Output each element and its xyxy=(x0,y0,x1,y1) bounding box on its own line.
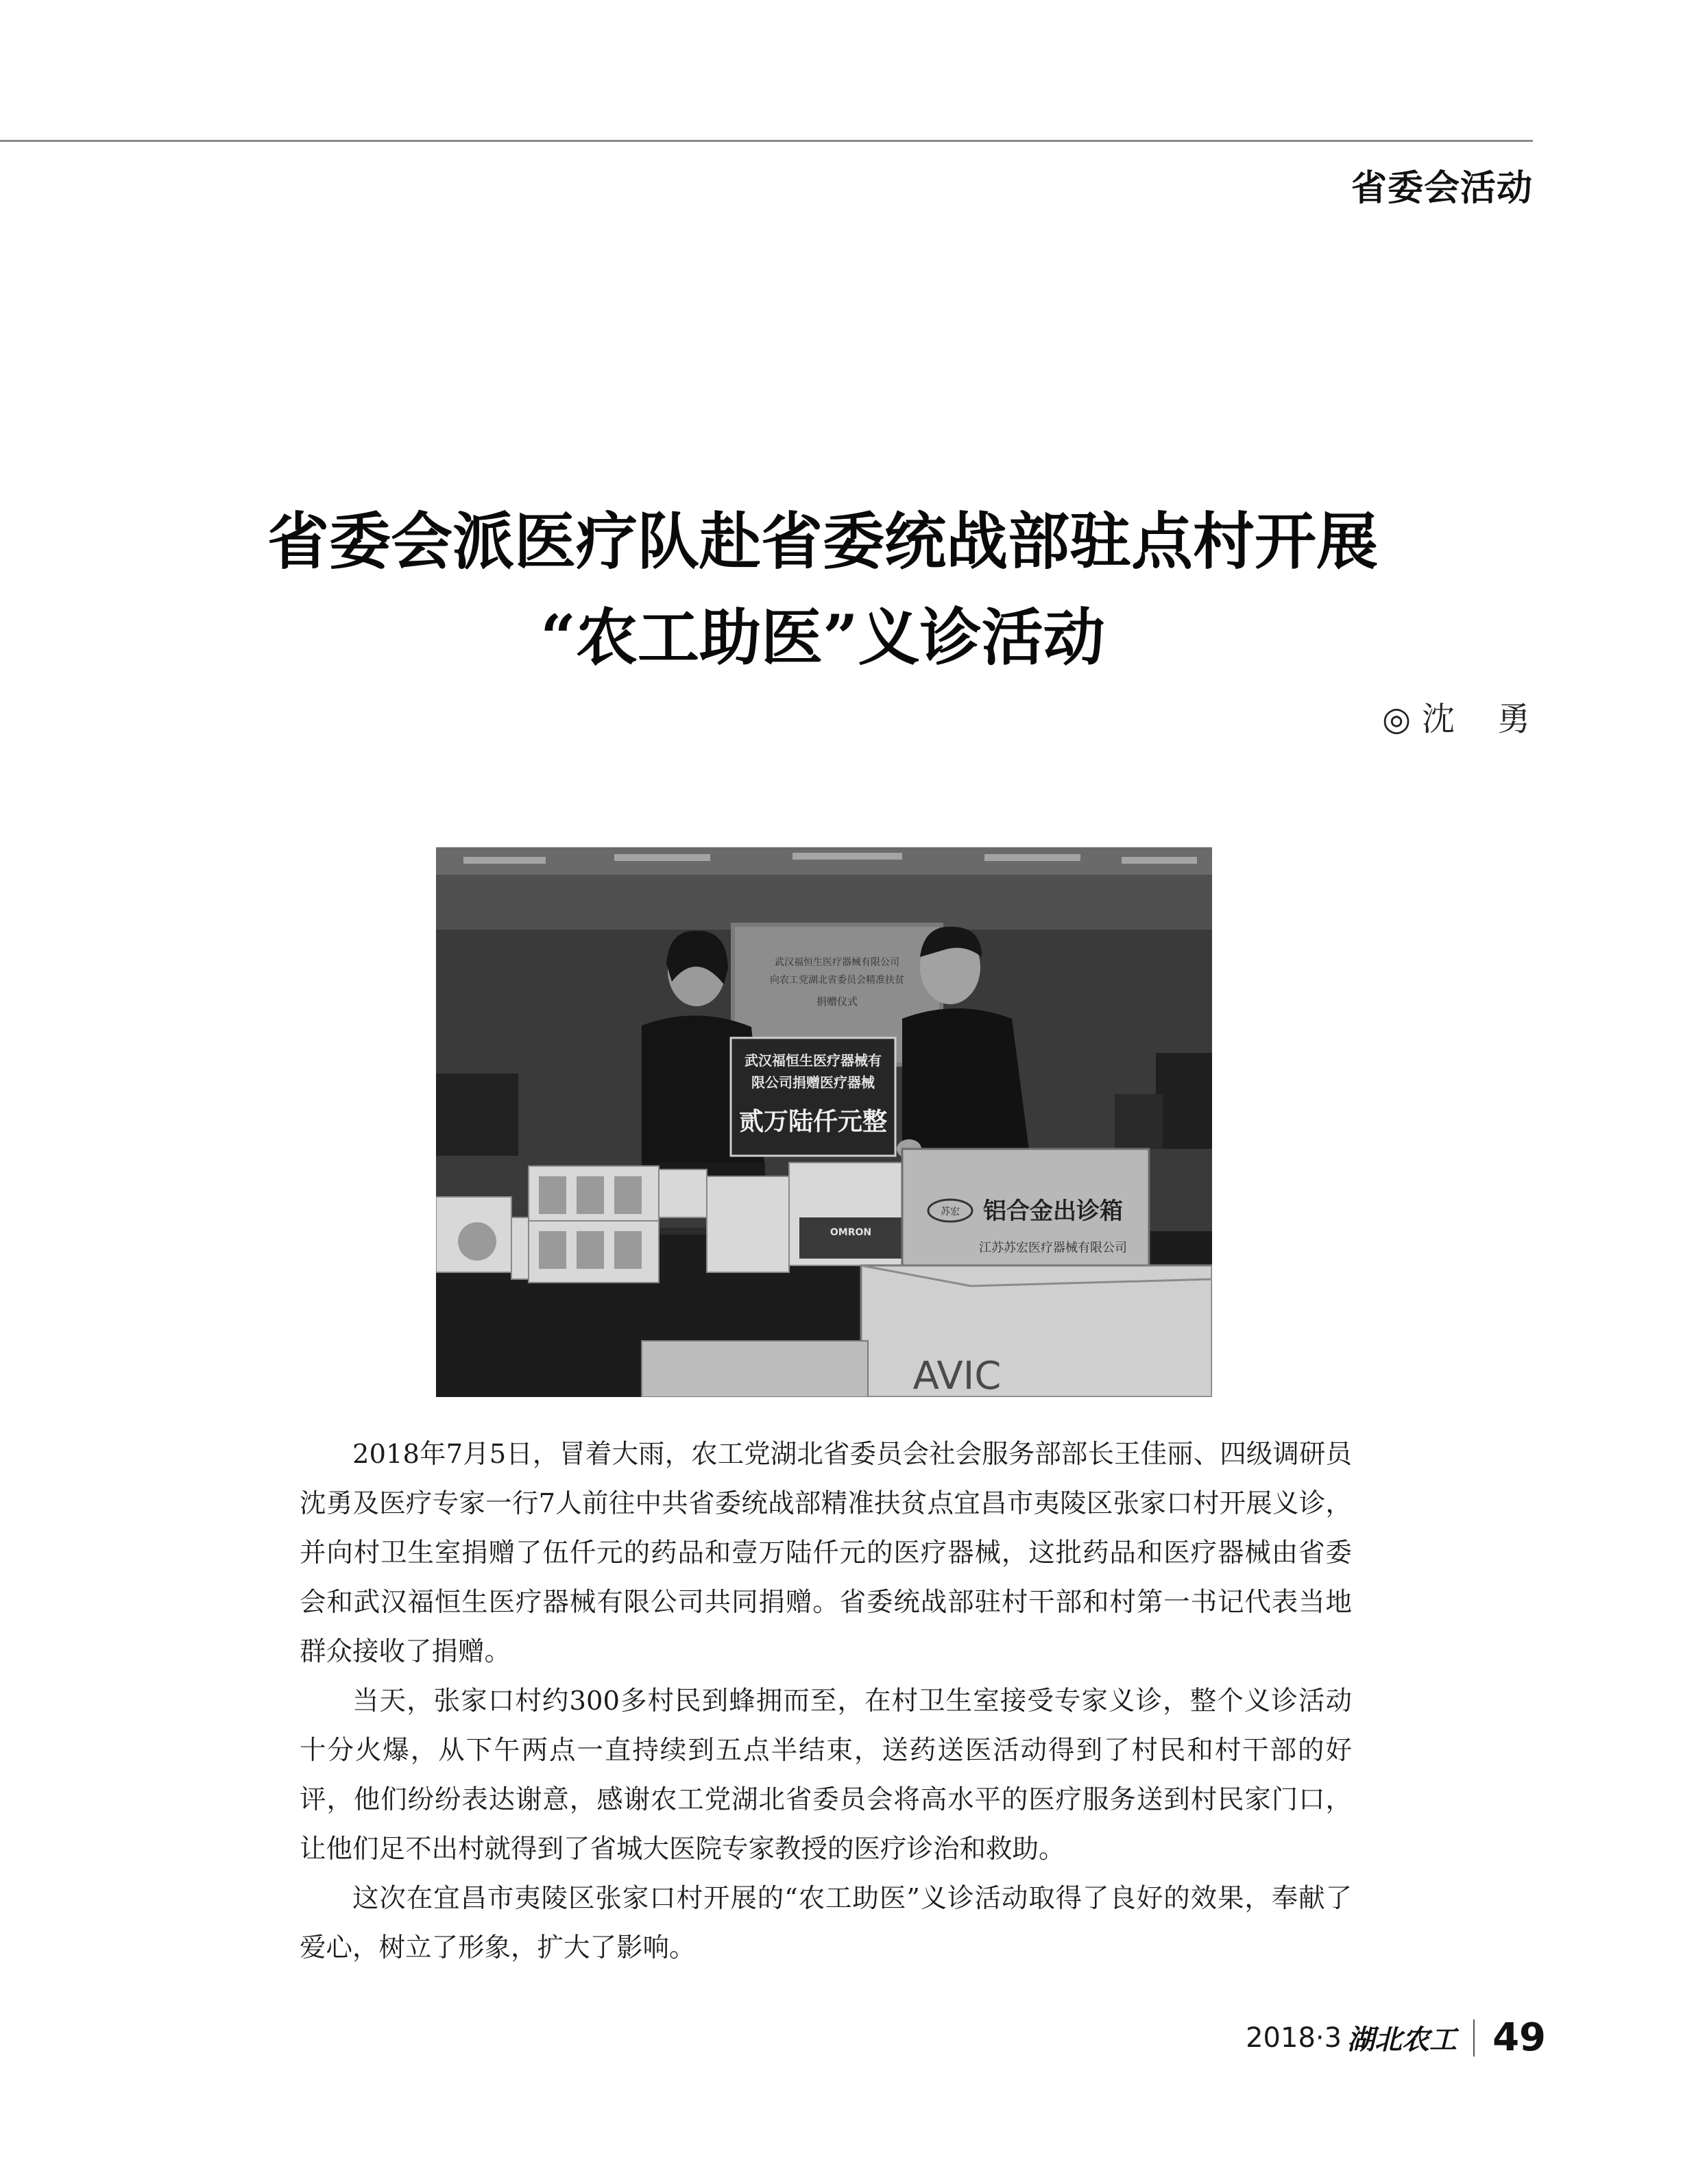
paragraph-2: 当天，张家口村约300多村民到蜂拥而至，在村卫生室接受专家义诊，整个义诊活动十分火爆，从下午两点一直持续到五点半结束，送药送医活动得到了村民和村干部的好评，他们纷纷表达谢意，感谢农工党湖北省委员会将高水平的医疗服务送到村民家门口，让他们足不出村就得到了省城大医院专家教授的医疗诊治和救助。 xyxy=(300,1686,1352,1865)
screen-text-3: 捐赠仪式 xyxy=(816,995,858,1008)
page-number: 49 xyxy=(1492,2015,1546,2060)
journal-name: 湖北农工 xyxy=(1347,2024,1457,2056)
sign-text-2: 限公司捐赠医疗器械 xyxy=(751,1074,875,1091)
author-surname: 沈 xyxy=(1421,700,1456,738)
omron-label: OMRON xyxy=(830,1227,872,1238)
screen-text-2: 向农工党湖北省委员会精准扶贫 xyxy=(770,975,904,986)
box-brand: 苏宏 xyxy=(941,1206,960,1217)
issue-number: 2018·3 xyxy=(1246,2022,1342,2054)
screen-text-1: 武汉福恒生医疗器械有限公司 xyxy=(775,957,899,968)
avic-label: AVIC xyxy=(912,1354,1002,1397)
section-label: 省委会活动 xyxy=(1351,168,1533,209)
article-body xyxy=(300,1430,1352,1973)
paragraph-1: 2018年7月5日，冒着大雨，农工党湖北省委员会社会服务部部长王佳丽、四级调研员沈勇及医疗专家一行7人前往中共省委统战部精准扶贫点宜昌市夷陵区张家口村开展义诊，并向村卫生室捐赠了伍仟元的药品和壹万陆仟元的医疗器械，这批药品和医疗器械由省委会和武汉福恒生医疗器械有限公司共同捐赠。省委统战部驻村干部和村第一书记代表当地群众接收了捐赠。 xyxy=(300,1439,1352,1667)
box-sub: 江苏苏宏医疗器械有限公司 xyxy=(979,1241,1127,1255)
header-rule xyxy=(0,140,1533,142)
box-label: 铝合金出诊箱 xyxy=(983,1198,1123,1225)
page-footer xyxy=(1246,2015,1546,2060)
author-given: 勇 xyxy=(1497,700,1532,738)
footer-divider xyxy=(1473,2019,1475,2056)
byline-mark: ◎ xyxy=(1382,700,1412,738)
paragraph-3: 这次在宜昌市夷陵区张家口村开展的“农工助医”义诊活动取得了良好的效果，奉献了爱心，树立了形象，扩大了影响。 xyxy=(300,1883,1352,1963)
sign-text-1: 武汉福恒生医疗器械有 xyxy=(745,1052,882,1069)
title-line-2: “农工助医”义诊活动 xyxy=(540,601,1105,674)
title-line-1: 省委会派医疗队赴省委统战部驻点村开展 xyxy=(267,505,1378,578)
article-title xyxy=(103,494,1542,685)
donation-photo xyxy=(436,847,1212,1397)
byline xyxy=(1382,692,1532,740)
sign-amount: 贰万陆仟元整 xyxy=(738,1108,888,1136)
